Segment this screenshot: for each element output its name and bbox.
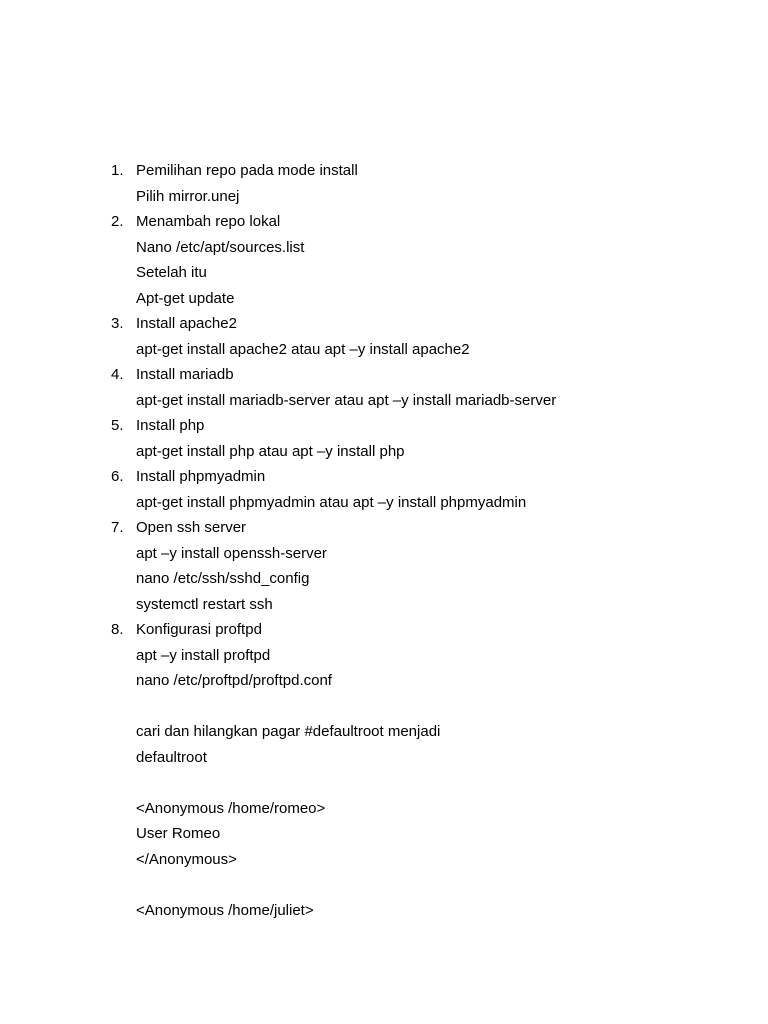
list-item-detail-line	[0, 235, 768, 261]
list-item-detail-line	[0, 796, 768, 822]
list-item-detail-line	[0, 541, 768, 567]
detail-text: apt-get install mariadb-server atau apt –y install mariadb-server	[136, 391, 557, 409]
detail-text: Setelah itu	[136, 264, 207, 281]
detail-text: User Romeo	[136, 825, 221, 842]
list-item-number: 6.	[111, 468, 124, 485]
list-item-title: Menambah repo lokal	[136, 213, 281, 230]
list-item-detail-line	[0, 184, 768, 210]
list-item-number: 7.	[111, 519, 124, 536]
detail-text: cari dan hilangkan pagar #defaultroot menjadi	[136, 723, 441, 740]
list-item	[0, 209, 768, 235]
list-item-number: 1.	[111, 162, 124, 179]
detail-text: apt –y install openssh-server	[136, 544, 327, 562]
blank-line	[0, 872, 768, 898]
list-item-detail-line	[0, 439, 768, 465]
list-item-title: Install mariadb	[136, 366, 234, 383]
detail-text: </Anonymous>	[136, 850, 237, 868]
list-item-detail-line	[0, 490, 768, 516]
list-item-number: 4.	[111, 366, 124, 383]
list-item-detail-line	[0, 566, 768, 592]
list-item	[0, 617, 768, 643]
list-item-detail-line	[0, 286, 768, 312]
detail-text: nano /etc/proftpd/proftpd.conf	[136, 672, 332, 689]
blank-line	[0, 694, 768, 720]
list-item-title: Konfigurasi proftpd	[136, 621, 262, 638]
list-item-number: 5.	[111, 417, 124, 434]
list-item-number: 2.	[111, 213, 124, 230]
document-body	[0, 158, 768, 923]
detail-text: apt-get install apache2 atau apt –y install apache2	[136, 340, 470, 358]
list-item	[0, 413, 768, 439]
list-item-detail-line	[0, 847, 768, 873]
list-item-title: Install apache2	[136, 315, 237, 332]
list-item	[0, 515, 768, 541]
list-item-title: Install phpmyadmin	[136, 468, 266, 485]
list-item-detail-line	[0, 337, 768, 363]
blank-line	[0, 770, 768, 796]
list-item-detail-line	[0, 745, 768, 771]
detail-text: Nano /etc/apt/sources.list	[136, 238, 305, 256]
detail-text: Pilih mirror.unej	[136, 187, 240, 205]
list-item-title: Install php	[136, 417, 205, 434]
list-item	[0, 464, 768, 490]
detail-text: <Anonymous /home/juliet>	[136, 901, 314, 919]
detail-text: apt-get install phpmyadmin atau apt –y install phpmyadmin	[136, 493, 527, 511]
list-item-title: Open ssh server	[136, 519, 247, 536]
list-item-detail-line	[0, 260, 768, 286]
list-item-number: 3.	[111, 315, 124, 332]
detail-text: apt-get install php atau apt –y install php	[136, 442, 405, 460]
detail-text: defaultroot	[136, 748, 207, 766]
list-item-detail-line	[0, 592, 768, 618]
list-item-detail-line	[0, 898, 768, 924]
list-item-detail-line	[0, 668, 768, 694]
list-item-title: Pemilihan repo pada mode install	[136, 162, 358, 179]
detail-text: apt –y install proftpd	[136, 646, 271, 664]
list-item-detail-line	[0, 821, 768, 847]
list-item	[0, 362, 768, 388]
list-item	[0, 311, 768, 337]
detail-text: <Anonymous /home/romeo>	[136, 799, 326, 817]
list-item-detail-line	[0, 643, 768, 669]
detail-text: nano /etc/ssh/sshd_config	[136, 570, 310, 587]
list-item	[0, 158, 768, 184]
detail-text: Apt-get update	[136, 289, 235, 307]
list-item-detail-line	[0, 719, 768, 745]
detail-text: systemctl restart ssh	[136, 595, 273, 613]
list-item-number: 8.	[111, 621, 124, 638]
list-item-detail-line	[0, 388, 768, 414]
